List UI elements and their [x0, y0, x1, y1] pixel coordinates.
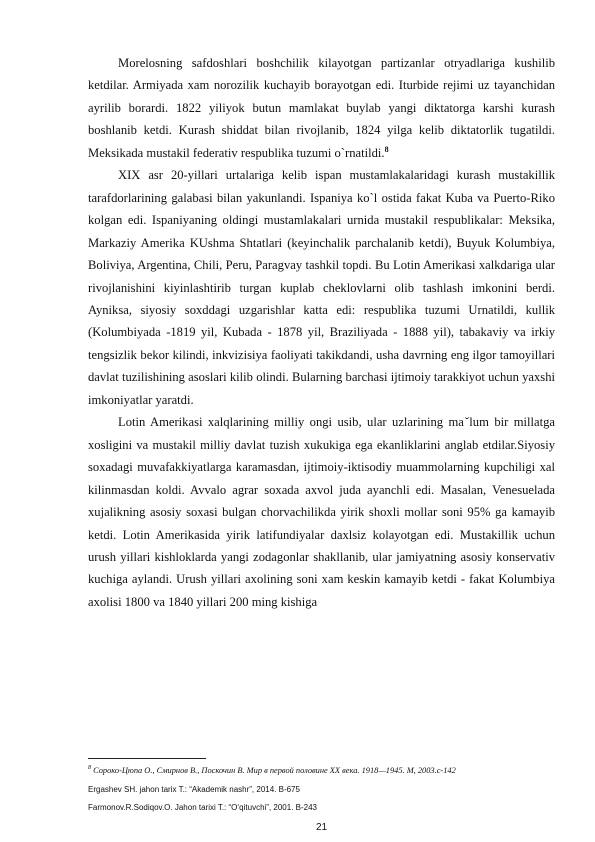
page-number: 21 [315, 822, 328, 833]
footnote-8-text: Сороко-Цюпа О., Смирнов В., Поскочин В. Мир в первой половине XX века. 1918—1945. М, 2003.с-142 [93, 766, 456, 775]
footnote-reference-8: 8 [384, 144, 389, 154]
footnotes [88, 762, 555, 818]
footnote-farmonov: Farmonov.R.Sodiqov.O. Jahon tarixi T.: “O‘qituvchi”, 2001. B-243 [88, 803, 317, 812]
footnote-8 [88, 762, 555, 781]
paragraph-2: XIX asr 20-yillari urtalariga kelib ispan mustamlakalaridagi kurash mustakillik tarafdorlarining galabasi bilan yakunlandi. Ispaniya ko`l ostida fakat Kuba va Puerto-Riko kolgan edi. Ispaniyaning oldingi mustamlakalari urnida mustakil respublikalar: Meksika, Markaziy Amerika KUshma Shtatlari (keyinchalik parchalanib ketdi), Buyuk Kolumbiya, Boliviya, Argentina, Chili, Peru, Paragvay tashkil topdi. Bu Lotin Amerikasi xalkdariga ular rivojlanishini kiyinlashtirib turgan kuplab cheklovlarni olib tashlash imkonini berdi. Ayniksa, siyosiy soxddagi uzgarishlar katta edi: respublika tuzumi Urnatildi, kullik (Kolumbiyada -1819 yil, Kubada - 1878 yil, Braziliyada - 1888 yil), tabakaviy va irkiy tengsizlik bekor kilindi, inkvizisiya faoliyati takikdandi, usha davrning eng ilgor tamoyillari davlat tuzilishining asoslari kilib olindi. Bularning barchasi ijtimoiy tarakkiyot uchun yaxshi imkoniyatlar yaratdi. [88, 168, 555, 407]
paragraph-1 [88, 52, 555, 164]
footnote-ergashev: Ergashev SH. jahon tarix T.: “Akademik nashr”, 2014. B-675 [88, 784, 300, 794]
body-text [88, 52, 555, 613]
footnote-marker: 8 [88, 765, 91, 772]
footnote-separator [88, 758, 206, 759]
paragraph-1-text: Morelosning safdoshlari boshchilik kilayotgan partizanlar otryadlariga kushilib ketdilar. Armiyada xam norozilik kuchayib borayotgan edi. Iturbide rejimi uz tayanchidan ayrilib borardi. 1822 yiliyok butun mamlakat buylab yangi diktatorga karshi kurash boshlanib ketdi. Kurash shiddat bilan rivojlanib, 1824 yilga kelib diktatorlik tugatildi. Meksikada mustakil federativ respublika tuzumi o`rnatildi. [88, 56, 555, 160]
paragraph-3: Lotin Amerikasi xalqlarining milliy ongi usib, ular uzlarining ma ̆lum bir millatga xosligini va mustakil milliy davlat tuzish xukukiga ega ekanliklarini anglab etdilar.Siyosiy soxadagi muvafakkiyatlarga karamasdan, ijtimoiy-iktisodiy muammolarning kupchiligi xal kilinmasdan koldi. Avvalo agrar soxada axvol juda ayanchli edi. Masalan, Venesuelada xujalikning asosiy soxasi bulgan chorvachilikda yirik shoxli mollar soni 95% ga kamayib ketdi. Lotin Amerikasida yirik latifundiyalar daxlsiz kolayotgan edi. Mustakillik uchun urush yillari kishloklarda yangi zodagonlar shakllanib, ular jamiyatning asosiy konservativ kuchiga aylandi. Urush yillari axolining soni xam keskin kamayib ketdi - fakat Kolumbiya axolisi 1800 va 1840 yillari 200 ming kishiga [88, 415, 555, 609]
